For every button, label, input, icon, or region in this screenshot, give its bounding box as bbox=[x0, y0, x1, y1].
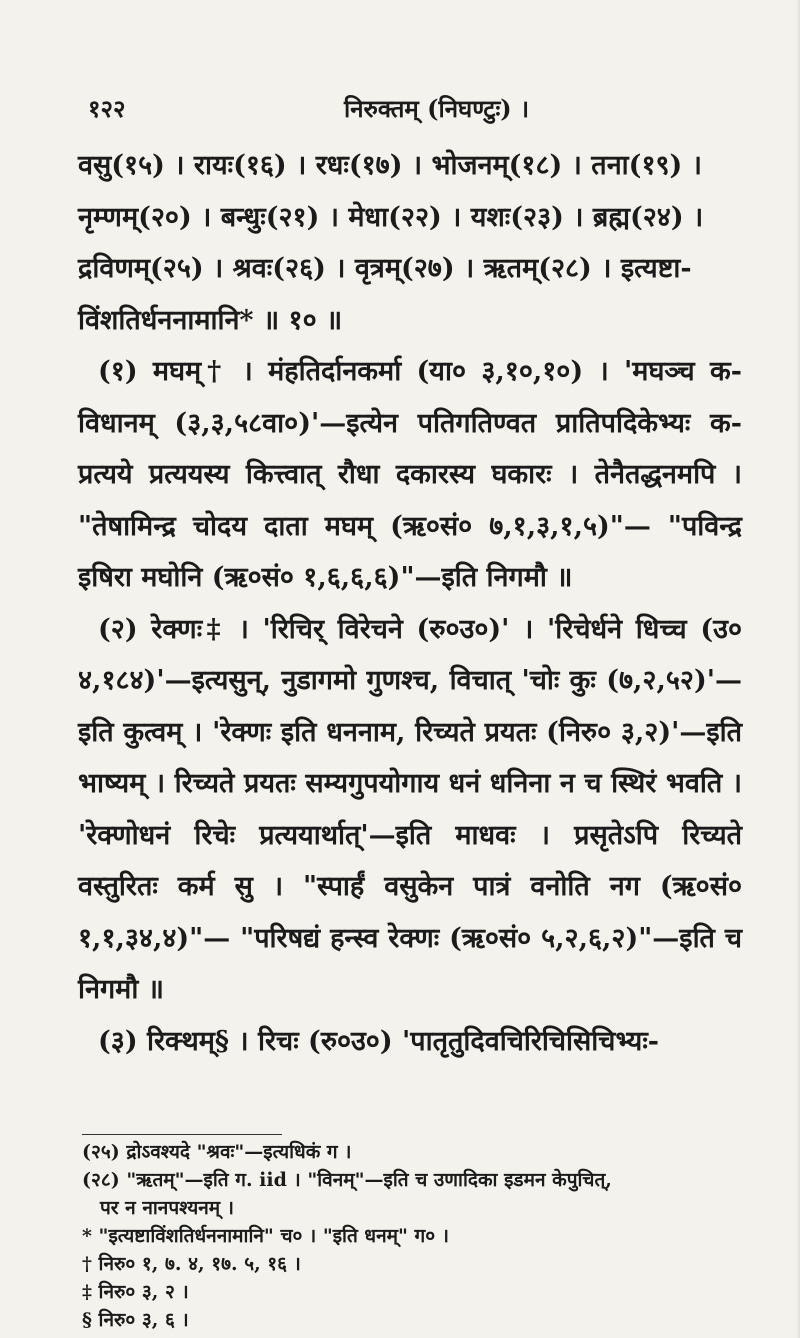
paragraph-reknah: (२) रेक्णः‡ । 'रिचिर् विरेचने (रु०उ०)' । 'रिचेर्धने धिच्च (उ० ४,१८४)'—इत्यसुन्, नुडागमो गुणश्च, विचात् 'चोः कुः (७,२,५२)'—इति कुत्वम् । 'रेक्णः इति धननाम, रिच्यते प्रयतः (निरु० ३,२)'—इति भाष्यम् । रिच्यते प्रयतः सम्यगुपयोगाय धनं धनिना न च स्थिरं भवति । 'रेक्णोधनं रिचेः प्रत्ययार्थात्'—इति माधवः । प्रसृतेऽपि रिच्यते वस्तुरितः कर्म सु । "स्पार्हं वसुकेन पात्रं वनोति नग (ऋ०सं० १,१,३४,४)"— "परिषद्यं हन्स्व रेक्णः (ऋ०सं० ५,२,६,२)"—इति च निगमौ ॥ bbox=[78, 613, 742, 1005]
opening-line: विंशतिर्धननामानि* ॥ १० ॥ bbox=[78, 304, 343, 336]
opening-line: द्रविणम्(२५) । श्रवः(२६) । वृत्रम्(२७) । ऋतम्(२८) । इत्यष्टा- bbox=[78, 253, 692, 284]
page-header bbox=[78, 92, 742, 128]
page-edge bbox=[796, 0, 800, 1338]
page-number: १२२ bbox=[88, 94, 126, 123]
footnote: पर न नानपश्यनम् । bbox=[100, 1197, 234, 1219]
footnote: * "इत्यष्टाविंशतिर्धननामानि" च० । "इति धनम्" ग० । bbox=[82, 1225, 449, 1247]
footnote-divider bbox=[82, 1134, 282, 1135]
footnote: (२५) द्रोऽवश्यदे "श्रवः"—इत्यधिकं ग । bbox=[82, 1141, 352, 1163]
footnotes bbox=[82, 1138, 742, 1334]
footnote: † निरु० १, ७. ४, १७. ५, १६ । bbox=[82, 1253, 301, 1275]
footnote: ‡ निरु० ३, २ । bbox=[82, 1281, 189, 1303]
paragraph-riktham: (३) रिक्थम्§ । रिचः (रु०उ०) 'पातृतुदिवचिरिचिसिचिभ्यः- bbox=[98, 1025, 659, 1057]
running-head: निरुक्तम् (निघण्टुः) । bbox=[344, 94, 530, 123]
opening-line: नृम्णम्(२०) । बन्धुः(२१) । मेधा(२२) । यशः(२३) । ब्रह्म(२४) । bbox=[78, 201, 704, 233]
opening-line: वसु(१५) । रायः(१६) । रधः(१७) । भोजनम्(१८) । तना(१९) । bbox=[78, 150, 702, 181]
footnote: § निरु० ३, ६ । bbox=[82, 1309, 189, 1331]
footnote: (२८) "ऋतम्"—इति ग. iid । "विनम्"—इति च उणादिका इडमन केपुचित्, bbox=[82, 1169, 612, 1191]
paragraph-magham: (१) मघम्† । मंहतिर्दानकर्मा (या० ३,१०,१०) । 'मघञ्च क-विधानम् (३,३,५८वा०)'—इत्येन पतिगतिण्वत प्रातिपदिकेभ्यः क-प्रत्यये प्रत्ययस्य कित्त्वात् रौधा दकारस्य घकारः । तेनैतद्धनमपि । "तेषामिन्द्र चोदय दाता मघम् (ऋ०सं० ७,१,३,१,५)"— "पविन्द्र इषिरा मघोनि (ऋ०सं० १,६,६,६)"—इति निगमौ ॥ bbox=[78, 356, 742, 593]
main-text bbox=[78, 140, 742, 1067]
